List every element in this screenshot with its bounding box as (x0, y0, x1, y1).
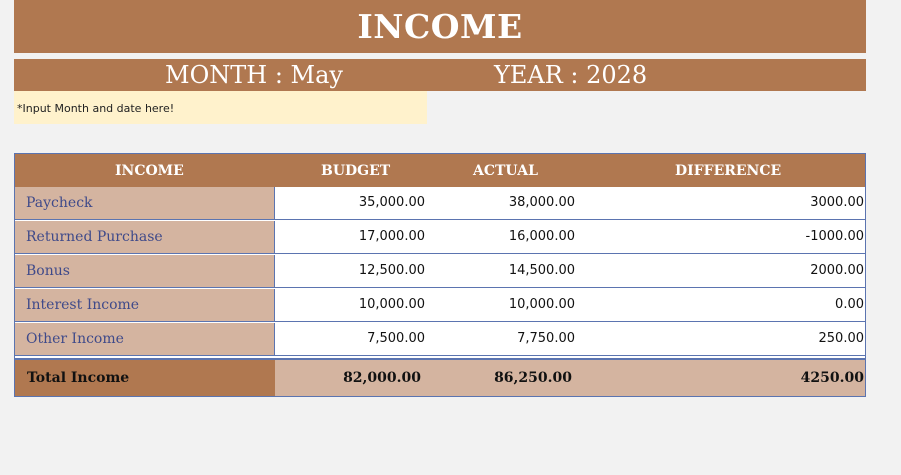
header-income: INCOME (115, 163, 184, 179)
actual-cell[interactable]: 14,500.00 (508, 263, 575, 278)
total-budget: 82,000.00 (343, 370, 421, 386)
actual-cell[interactable]: 38,000.00 (508, 195, 575, 210)
difference-cell[interactable]: 0.00 (835, 297, 864, 312)
total-difference: 4250.00 (800, 370, 864, 386)
budget-cell[interactable]: 7,500.00 (367, 331, 425, 346)
table-row (15, 255, 865, 288)
header-difference: DIFFERENCE (675, 163, 782, 179)
difference-cell[interactable]: 250.00 (818, 331, 864, 346)
header-budget: BUDGET (321, 163, 391, 179)
actual-cell[interactable]: 10,000.00 (508, 297, 575, 312)
actual-cell[interactable]: 7,750.00 (517, 331, 575, 346)
income-table (14, 153, 866, 397)
difference-cell[interactable]: 3000.00 (810, 195, 864, 210)
row-label[interactable]: Paycheck (15, 187, 275, 219)
table-row (15, 289, 865, 322)
total-label: Total Income (15, 360, 275, 396)
actual-cell[interactable]: 16,000.00 (508, 229, 575, 244)
budget-cell[interactable]: 12,500.00 (358, 263, 425, 278)
month-year-bar (14, 59, 866, 91)
table-header (15, 154, 865, 187)
difference-cell[interactable]: 2000.00 (810, 263, 864, 278)
row-label[interactable]: Other Income (15, 323, 275, 355)
header-actual: ACTUAL (473, 163, 538, 179)
total-row (15, 358, 865, 396)
budget-cell[interactable]: 10,000.00 (358, 297, 425, 312)
table-row (15, 187, 865, 220)
row-label[interactable]: Interest Income (15, 289, 275, 321)
difference-cell[interactable]: -1000.00 (805, 229, 864, 244)
table-row (15, 221, 865, 254)
month-label[interactable]: MONTH : May (165, 61, 343, 89)
budget-cell[interactable]: 35,000.00 (358, 195, 425, 210)
row-label[interactable]: Bonus (15, 255, 275, 287)
row-label[interactable]: Returned Purchase (15, 221, 275, 253)
input-hint: *Input Month and date here! (14, 91, 427, 124)
income-title: INCOME (14, 0, 866, 53)
year-label[interactable]: YEAR : 2028 (494, 61, 648, 89)
total-actual: 86,250.00 (494, 370, 572, 386)
budget-cell[interactable]: 17,000.00 (358, 229, 425, 244)
table-row (15, 323, 865, 356)
